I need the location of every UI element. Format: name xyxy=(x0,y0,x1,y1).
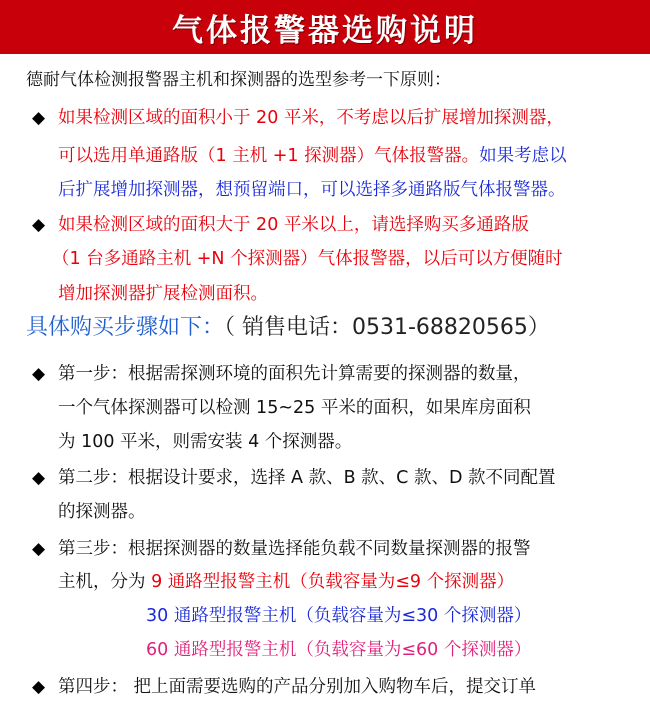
step3-option-9: 9 通路型报警主机（负载容量为≤9 个探测器） xyxy=(151,572,515,592)
steps-heading-text: 具体购买步骤如下： xyxy=(26,315,225,340)
rule1-line3: 后扩展增加探测器，想预留端口，可以选择多通路版气体报警器。 xyxy=(58,180,566,200)
step1-line1: 第一步：根据需探测环境的面积先计算需要的探测器的数量， xyxy=(58,364,531,384)
step3-option-60: 60 通路型报警主机（负载容量为≤60 个探测器） xyxy=(146,640,532,660)
step2-line1: 第二步：根据设计要求，选择 A 款、B 款、C 款、D 款不同配置 xyxy=(58,468,556,488)
bullet-diamond-icon: ◆ xyxy=(32,108,46,128)
step3-option-30: 30 通路型报警主机（负载容量为≤30 个探测器） xyxy=(146,606,532,626)
step1-line2: 一个气体探测器可以检测 15~25 平米的面积，如果库房面积 xyxy=(58,398,531,418)
step1-line3: 为 100 平米，则需安装 4 个探测器。 xyxy=(58,432,353,452)
step3-line2-prefix: 主机，分为 xyxy=(58,572,146,592)
rule1-line2-red: 可以选用单通路版（1 主机 +1 探测器）气体报警器。 xyxy=(58,146,480,166)
step2-line2: 的探测器。 xyxy=(58,502,146,522)
steps-heading xyxy=(26,316,550,340)
step3-line2 xyxy=(58,570,514,594)
page-title: 气体报警器选购说明 xyxy=(172,12,478,49)
bullet-diamond-icon: ◆ xyxy=(32,677,46,697)
rule1-line1: 如果检测区域的面积小于 20 平米，不考虑以后扩展增加探测器， xyxy=(58,108,564,128)
step4-line1: 第四步： 把上面需要选购的产品分别加入购物车后，提交订单 xyxy=(58,677,537,697)
rule1-line2-blue: 如果考虑以 xyxy=(479,146,567,166)
title-banner xyxy=(0,0,650,54)
rule2-line3: 增加探测器扩展检测面积。 xyxy=(58,284,268,304)
rule2-line1: 如果检测区域的面积大于 20 平米以上，请选择购买多通路版 xyxy=(58,215,529,235)
rule1-line2 xyxy=(58,144,567,168)
bullet-diamond-icon: ◆ xyxy=(32,215,46,235)
step3-line1: 第三步：根据探测器的数量选择能负载不同数量探测器的报警 xyxy=(58,539,531,559)
bullet-diamond-icon: ◆ xyxy=(32,364,46,384)
rule2-line2: （1 台多通路主机 +N 个探测器）气体报警器，以后可以方便随时 xyxy=(52,249,563,269)
sales-phone: （ 销售电话：0531-68820565） xyxy=(224,315,550,340)
bullet-diamond-icon: ◆ xyxy=(32,539,46,559)
bullet-diamond-icon: ◆ xyxy=(32,468,46,488)
intro-text: 德耐气体检测报警器主机和探测器的选型参考一下原则： xyxy=(26,70,451,90)
